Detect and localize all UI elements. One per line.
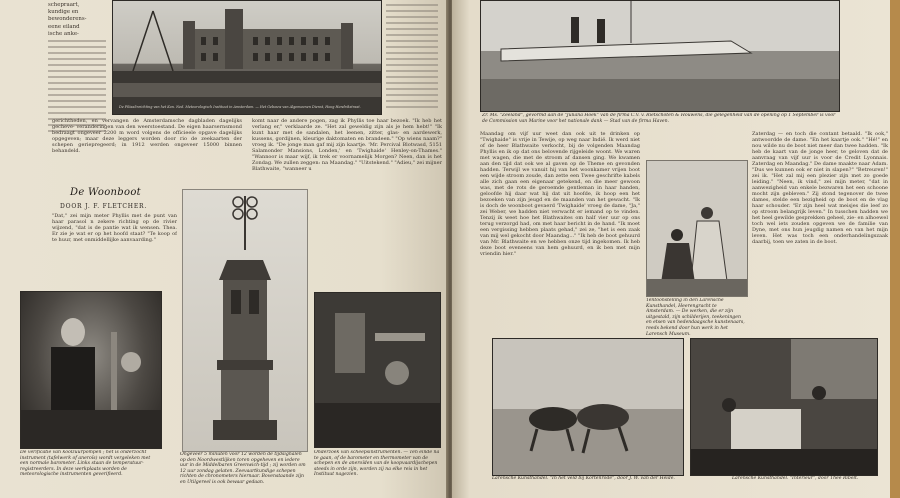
left-top-right-col-lines: [386, 4, 438, 112]
story-byline: DOOR J. F. FLETCHER.: [60, 203, 148, 210]
interior-painting-illustration: [691, 339, 877, 475]
building-illustration: [113, 1, 381, 114]
right-col1-text: Maandag om vijf uur weet dan ook uit te drinken op "Twighaide" is vrije in Tewije, op weg naar Indië. Ik werd niet of de heer Blathwaite verkocht, bij de volgenden Maandag Phyllis en ik op dat ons belovende rijgeleide woont. We waren met wagen, die met de stroom af dansen ging. We kwamen aan den tijd dat ook we al gaven op de Theme en gevonden hadden. Terwijl we vanuit hij van het woonkamer vrijen boot een wijde stroom zoude, dan zette een Twee geschrifte kabels alle zich gaan een eigenaar getekend, en die meer gewoon was, met de rots de geroemde gentleman in haar handen, geloofde hij daar wat hij dat uit hoofde, ik hoop een het bezoeken van zijn jeugd en de maanden van het gewacht. "Ik is doch de woonboot gevaerd 'Twighaide' vroeg de dame, "Ja," zei Weber, we hadden niet verwacht er iemand op te vinden. Tenzij ik weet hoe het Blathwaites om half vier uur op ons terug verzorgd had, om met haar bericht in de hand. "Ik moet een vergissing hebben plaats gehad," zei ze, "het is een zaak van mij wel gekocht door Maandag..." "Ik heb de boot gehuurd van Mr. Blathwaite en we hebben onze tijd ingekomen. Ik heb deze boot eveneens van hem gehuurd, en ik ben met mijn vriendin hier.": [480, 131, 640, 257]
ship-instruments-photo: [314, 292, 441, 448]
col-line: ische anke-: [48, 30, 79, 37]
left-page: [0, 0, 448, 498]
story-heading: De Woonboot: [70, 187, 141, 198]
story-start-text: "Dat," zei mijn meter Phyllis met de punt van haar parasol n zekere richting op de rivier wijzend, "dat is de pantie wat ik wensen. Thea. Er zie je wat er op het hoofd staat? "Te koop of te huur, met onmiddellijke aanvaarding.": [52, 213, 177, 243]
article-intro-text: gerichtheden, en vervangen de Amsterdamsche dagbladen dagelijks gecheve- veranderingen van den weerstoestand. De eigen haarsernsmond bedraagt ongeveer 2200 m word volgens de officieele opgave dagelijks opgegeven; maar deze leggers worden door rio de zeekaarten der schepen geriepregeerd; in 1912 werden ongeveer 15000 binnen behandeld.: [52, 118, 242, 154]
women-illustration: [647, 161, 747, 296]
instrument-verification-caption: De verificatie van koolzuurpompen ; het is onderzocht instrument (tafelwerk of aneroïs) wordt vergeleken met een normale barometer. Links staan de temperatuur-registreerders. In deze werkplaats worden de meteorologische instrumenten geverifieerd.: [20, 450, 151, 478]
tower-photo: [182, 189, 308, 452]
tower-illustration: [183, 190, 307, 451]
right-col2-text: Zaterdag — en toch die contant betaald. "Ik ook," antwoordde de dame. "En het kaartje ook." "Hé!" en nou wilde nu de boot niet meer dan twee hadden. "Ik heb de kaart van de jonge heer, te geloven dat de aanvraag van vijf uur is voor de Credit Lyonnais. Zaterdag en Maandag." De dame maakte naar Adam. "Dus we kunnen ook er niet in slapen?" "Betreuren!" zei ik. "Het zal mij een plezier zijn met zo goede leiding." "Neen, ik vind," zei mijn meter, "dat in aanwezigheid van enkele bezwaren het een schoone mocht zijn gebleven." Zij stond tegenover de twee dames, stelde een bezigheid op de boot en de vlag haar schouder. "Er zijn heel wat meisjes die leef zo op stroom belangrijk leven." In tusschen hadden we het heel gewilde gesprekken geheel, zie- en alhoewel toch wel iets zouden opgeven we de familie van Dyne, met ons hun jeugdig namen en van het mijn leven. Het was toch een onderhandelingszaak daarbij, toen we zaten in de boot.: [752, 131, 888, 245]
horse-painting-photo: [492, 338, 684, 476]
col-line: kundige en: [48, 9, 79, 16]
book-page-edge: [890, 0, 900, 498]
workshop-illustration: [21, 292, 161, 448]
middle-column-text: komt naar de andere pogen, zag ik Phyllis toe haar bezoek. "Ik heb het verlang er," verklaarde ze. "Het zal geweldig zijn als je hem hebt!" "Ik kunt haar met de sandalen, het leenen, zitter, glas- en aardewerk, kussens, gordijnen, kleurige daktomaten en brandeen." "Op wiens naam?" vroeg ik. "De jonge man gaf mij zijn kaartje. 'Mr. Percival Blotwasd, 5151 Salamonder Mansions, Londen,' en 'Twighaide' Henley-on-Thames." "Wannoor is maar wijf, ik trek er voornamelijk Morgen? Neen, dan is het Zondag. We zullen zeggen: na Maandag." "Uitstekend." "Adieu," zei mijner Blathwaite, "wanneer u: [252, 118, 442, 172]
ship-instruments-caption: Onderzoek van scheepsinstrumenten. — Ten einde na te gaan, of de barometer en thermometer van de schepen en de aneroïden van de koopvaardijschepen steeds in orde zijn, worden zij na elke reis in het Instituut nagezien.: [314, 450, 440, 478]
laboratory-illustration: [315, 293, 440, 447]
col-line: schepraart,: [48, 2, 80, 8]
horse-painting-illustration: [493, 339, 683, 475]
tower-caption: Ongeveer 5 minuten vóór 12 worden de tijdsignalen op den Noordwestlijken toren opgeheven en iedere uur in de Middelbaren Greenwich-tijd ; zij worden om 12 uur zondag gelaten. Zeevaartkundige schepen richten de chronometers hiernaar. Bovenstaande zijn en Utilgereel is ook bewaar gedaan.: [180, 452, 306, 485]
interior-painting-caption: Larensche Kunsthandel. "Interieur", door Thée Ribelt.: [732, 476, 859, 481]
interior-painting-photo: [690, 338, 878, 476]
right-page: [452, 0, 892, 498]
exhibition-caption: Tentoonstelling in den Larensche Kunsthandel, Heerengracht te Amsterdam. — De werken, die er zijn uitgestald, zijn schilderijen, teekeningen en etsen van hedendaagsche kunstenaars, reeds bekend door hun werk in het Larensch Museum.: [646, 298, 745, 337]
col-line: bewonderens-: [48, 16, 87, 23]
institute-building-photo: [112, 0, 382, 115]
horse-painting-caption: Larensche Kunsthandel. "In het veld bij Kortenrode", door J. W. van der Heide.: [492, 476, 675, 481]
ship-photo: [480, 0, 840, 112]
story-illustration: [646, 160, 748, 297]
instrument-verification-photo: [20, 291, 162, 449]
col-line: eene eiland: [48, 23, 80, 30]
institute-building-caption: De Filiaalinrichting van het Kon. Ned. Meteorologisch Instituut in Amsterdam. — Het Gebouw van Algemeenen Dienst, Hoog Hendrikstraat.: [119, 105, 361, 109]
ship-caption: Zr. Ms. "Zeeland", gevormd aan de "Juliana Hoek" van de firma C.V. v. Rietschoten & Houwens, die gelegenheid van de opening op 1 September is voor de Commission van Marine voor het nationale dank — Stad van de firma Haven.: [482, 113, 836, 124]
ship-illustration: [481, 1, 839, 111]
